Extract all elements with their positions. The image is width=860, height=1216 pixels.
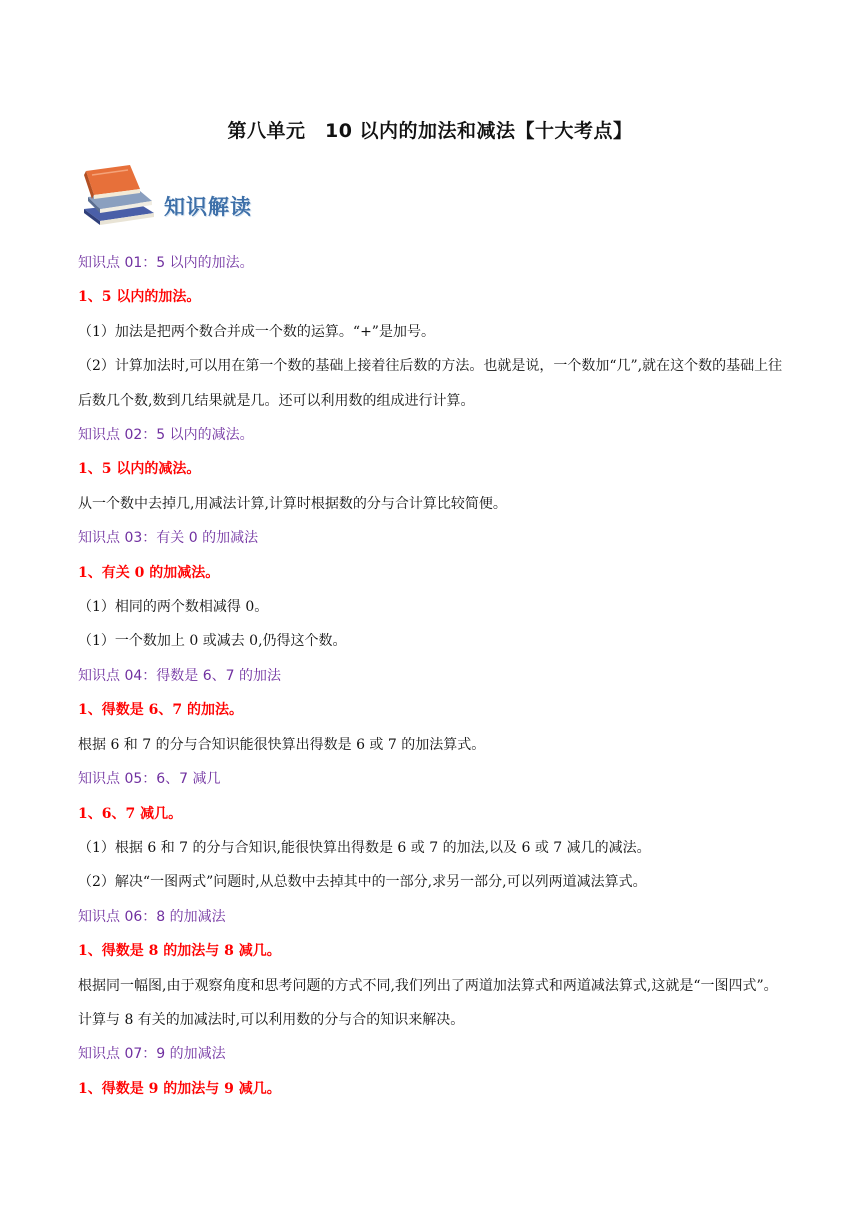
knowledge-point-heading: 知识点 05：6、7 减几	[78, 771, 221, 788]
body-line: （1）根据 6 和 7 的分与合知识,能很快算出得数是 6 或 7 的加法,以及 6 或 7 减几的减法。	[78, 839, 651, 856]
subheading: 1、5 以内的加法。	[78, 289, 201, 306]
subheading: 1、得数是 9 的加法与 9 减几。	[78, 1080, 281, 1097]
knowledge-point-heading: 知识点 04：得数是 6、7 的加法	[78, 667, 281, 684]
body-paragraph: （2）计算加法时,可以用在第一个数的基础上接着往后数的方法。也就是说，一个数加“几”,就在这个数的基础上往后数几个数,数到几结果就是几。还可以利用数的组成进行计算。	[78, 358, 783, 409]
subheading: 1、6、7 减几。	[78, 805, 183, 822]
banner-label: 知识解读	[164, 194, 252, 219]
knowledge-point-heading: 知识点 01：5 以内的加法。	[78, 255, 254, 271]
content-body	[78, 246, 790, 1106]
subheading: 1、有关 0 的加减法。	[78, 564, 220, 581]
body-line: （2）解决“一图两式”问题时,从总数中去掉其中的一部分,求另一部分,可以列两道减法算式。	[78, 874, 647, 891]
subheading: 1、得数是 6、7 的加法。	[78, 702, 243, 719]
body-line: （1）一个数加上 0 或减去 0,仍得这个数。	[78, 633, 347, 650]
body-line: 根据 6 和 7 的分与合知识能很快算出得数是 6 或 7 的加法算式。	[78, 736, 486, 753]
stacked-books-icon	[78, 163, 164, 227]
body-line: （1）相同的两个数相减得 0。	[78, 599, 269, 616]
body-paragraph: 根据同一幅图,由于观察角度和思考问题的方式不同,我们列出了两道加法算式和两道减法算式,这就是“一图四式”。计算与 8 有关的加减法时,可以利用数的分与合的知识来解决。	[78, 977, 778, 1028]
body-line: （1）加法是把两个数合并成一个数的运算。“+”是加号。	[78, 323, 435, 340]
body-line: 从一个数中去掉几,用减法计算,计算时根据数的分与合计算比较简便。	[78, 495, 507, 512]
knowledge-point-heading: 知识点 02：5 以内的减法。	[78, 427, 254, 444]
knowledge-banner	[78, 163, 268, 227]
page-title: 第八单元 10 以内的加法和减法【十大考点】	[227, 120, 633, 142]
knowledge-point-heading: 知识点 07：9 的加减法	[78, 1046, 226, 1063]
subheading: 1、得数是 8 的加法与 8 减几。	[78, 943, 281, 960]
knowledge-point-heading: 知识点 03：有关 0 的加减法	[78, 530, 259, 547]
subheading: 1、5 以内的减法。	[78, 461, 201, 478]
knowledge-point-heading: 知识点 06：8 的加减法	[78, 908, 226, 925]
